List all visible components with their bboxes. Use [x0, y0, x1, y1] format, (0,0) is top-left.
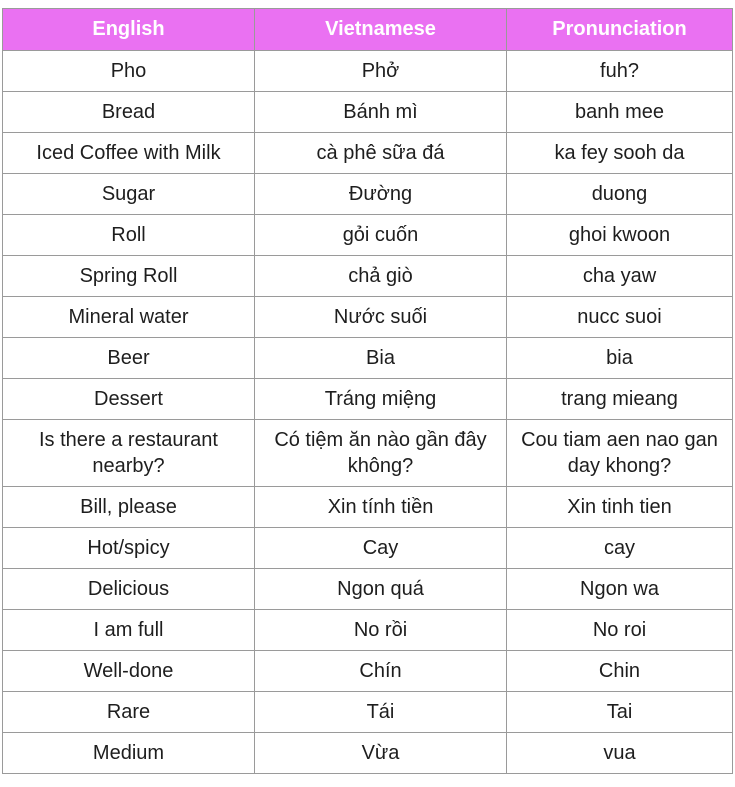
table-row	[3, 297, 733, 338]
cell-pronunciation: nucc suoi	[507, 297, 733, 338]
cell-english: Dessert	[3, 379, 255, 420]
table-row	[3, 92, 733, 133]
table-row	[3, 379, 733, 420]
table-row	[3, 487, 733, 528]
table-row	[3, 215, 733, 256]
column-header-vietnamese: Vietnamese	[255, 9, 507, 51]
table-row	[3, 733, 733, 774]
cell-english: Bill, please	[3, 487, 255, 528]
cell-english: Sugar	[3, 174, 255, 215]
cell-pronunciation: No roi	[507, 610, 733, 651]
cell-vietnamese: Tráng miệng	[255, 379, 507, 420]
cell-pronunciation: ka fey sooh da	[507, 133, 733, 174]
cell-english: Hot/spicy	[3, 528, 255, 569]
cell-vietnamese: Chín	[255, 651, 507, 692]
cell-english: Is there a restaurant nearby?	[3, 420, 255, 487]
cell-pronunciation: bia	[507, 338, 733, 379]
table-body	[3, 51, 733, 774]
cell-english: Bread	[3, 92, 255, 133]
table-row	[3, 174, 733, 215]
cell-pronunciation: Xin tinh tien	[507, 487, 733, 528]
cell-vietnamese: cà phê sữa đá	[255, 133, 507, 174]
cell-pronunciation: cha yaw	[507, 256, 733, 297]
column-header-english: English	[3, 9, 255, 51]
cell-pronunciation: cay	[507, 528, 733, 569]
cell-pronunciation: trang mieang	[507, 379, 733, 420]
table-row	[3, 51, 733, 92]
cell-vietnamese: Xin tính tiền	[255, 487, 507, 528]
table-header-row	[3, 9, 733, 51]
cell-pronunciation: fuh?	[507, 51, 733, 92]
cell-vietnamese: chả giò	[255, 256, 507, 297]
table-row	[3, 338, 733, 379]
table-row	[3, 420, 733, 487]
cell-pronunciation: Tai	[507, 692, 733, 733]
cell-pronunciation: vua	[507, 733, 733, 774]
cell-pronunciation: Chin	[507, 651, 733, 692]
table-row	[3, 133, 733, 174]
table-row	[3, 256, 733, 297]
table-row	[3, 651, 733, 692]
cell-pronunciation: banh mee	[507, 92, 733, 133]
cell-pronunciation: ghoi kwoon	[507, 215, 733, 256]
cell-english: Pho	[3, 51, 255, 92]
cell-vietnamese: No rồi	[255, 610, 507, 651]
cell-vietnamese: Có tiệm ăn nào gần đây không?	[255, 420, 507, 487]
table-row	[3, 528, 733, 569]
cell-english: Well-done	[3, 651, 255, 692]
cell-vietnamese: Phở	[255, 51, 507, 92]
column-header-pronunciation: Pronunciation	[507, 9, 733, 51]
cell-vietnamese: Cay	[255, 528, 507, 569]
cell-english: Spring Roll	[3, 256, 255, 297]
cell-english: Rare	[3, 692, 255, 733]
cell-vietnamese: Nước suối	[255, 297, 507, 338]
cell-english: Roll	[3, 215, 255, 256]
cell-vietnamese: Ngon quá	[255, 569, 507, 610]
table-row	[3, 569, 733, 610]
cell-english: I am full	[3, 610, 255, 651]
cell-pronunciation: Ngon wa	[507, 569, 733, 610]
cell-english: Beer	[3, 338, 255, 379]
cell-vietnamese: Bia	[255, 338, 507, 379]
table-row	[3, 610, 733, 651]
table-row	[3, 692, 733, 733]
cell-vietnamese: Tái	[255, 692, 507, 733]
phrase-table	[2, 8, 733, 774]
cell-vietnamese: Bánh mì	[255, 92, 507, 133]
cell-pronunciation: Cou tiam aen nao gan day khong?	[507, 420, 733, 487]
cell-english: Delicious	[3, 569, 255, 610]
cell-vietnamese: Đường	[255, 174, 507, 215]
cell-english: Mineral water	[3, 297, 255, 338]
cell-english: Medium	[3, 733, 255, 774]
cell-pronunciation: duong	[507, 174, 733, 215]
cell-vietnamese: gỏi cuốn	[255, 215, 507, 256]
phrase-table-container	[2, 8, 732, 774]
cell-vietnamese: Vừa	[255, 733, 507, 774]
cell-english: Iced Coffee with Milk	[3, 133, 255, 174]
